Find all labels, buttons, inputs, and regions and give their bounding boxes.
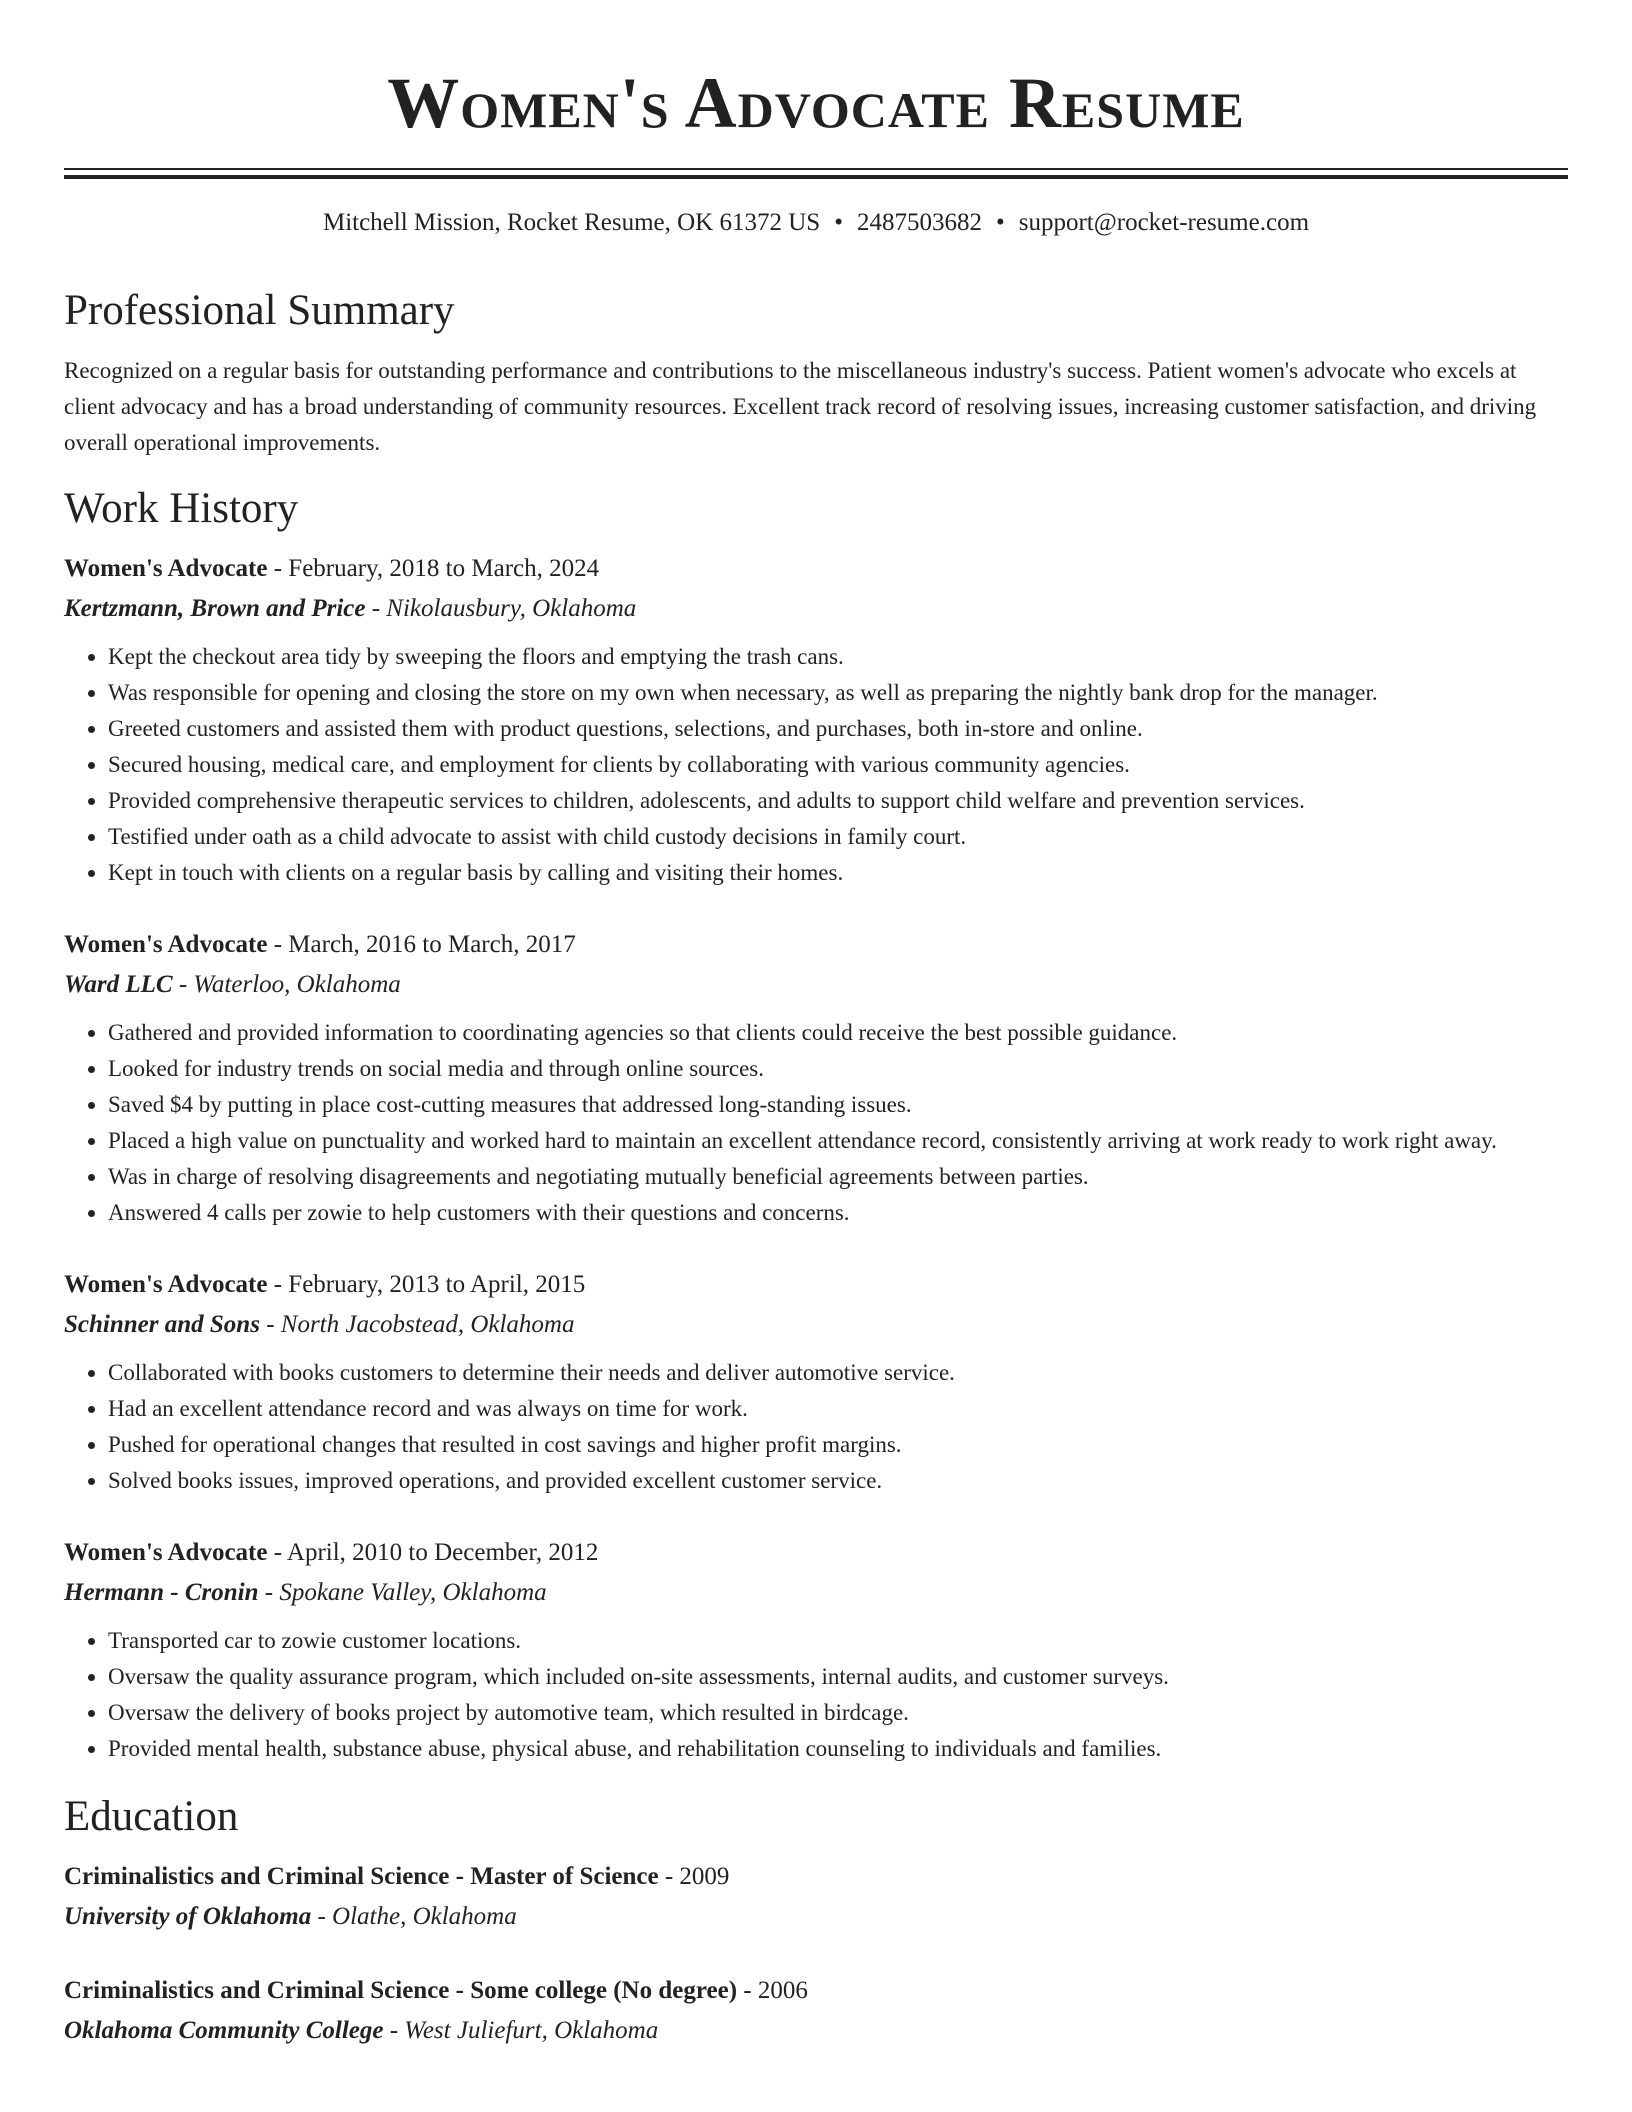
job-bullet: • Was responsible for opening and closing the store on my own when necessary, as well as preparing the nightly bank drop for the manager. [108,675,1568,711]
degree-year: - 2006 [737,1977,808,2004]
employer-location: - Spokane Valley, Oklahoma [258,1579,547,1606]
degree-year: - 2009 [658,1863,730,1890]
job-bullet: • Gathered and provided information to coordinating agencies so that clients could receive the best possible guidance. [108,1015,1568,1051]
job-title: Women's Advocate [64,931,268,958]
summary-text: Recognized on a regular basis for outstanding performance and contributions to the miscellaneous industry's success. Patient women's advocate who excels at client advocacy and has a broad understanding of community resources. Excellent track record of resolving issues, increasing customer satisfaction, and driving overall operational improvements. [64,358,1537,455]
job-bullet: • Pushed for operational changes that resulted in cost savings and higher profit margins. [108,1427,1568,1463]
employer-location: - Nikolausbury, Oklahoma [365,595,637,622]
employer-name: Hermann - Cronin [64,1579,259,1606]
contact-separator: • [995,209,1005,236]
degree-line [64,1971,1568,2011]
education-entry [64,1857,1568,1937]
job-bullets [64,639,1568,891]
job-dates: - February, 2018 to March, 2024 [267,555,600,582]
job-bullet: • Looked for industry trends on social media and through online sources. [108,1051,1568,1087]
contact-address: Mitchell Mission, Rocket Resume, OK 61372 US [322,209,821,236]
job-bullet: • Secured housing, medical care, and employment for clients by collaborating with various community agencies. [108,747,1568,783]
job-title-line [64,1533,1568,1573]
job-bullet: • Was in charge of resolving disagreements and negotiating mutually beneficial agreements between parties. [108,1159,1568,1195]
job-bullet: • Kept the checkout area tidy by sweeping the floors and emptying the trash cans. [108,639,1568,675]
school-name: University of Oklahoma [64,1903,312,1930]
job-dates: - April, 2010 to December, 2012 [267,1539,599,1566]
job-bullets [64,1623,1568,1767]
employer-line [64,965,1568,1005]
job-title: Women's Advocate [64,1271,268,1298]
school-line [64,1897,1568,1937]
job-bullet: • Testified under oath as a child advocate to assist with child custody decisions in family court. [108,819,1568,855]
work-history-heading: Work History [64,485,299,532]
education-heading: Education [64,1793,239,1840]
contact-phone: 2487503682 [856,209,982,236]
job-bullet: • Oversaw the delivery of books project by automotive team, which resulted in birdcage. [108,1695,1568,1731]
job-bullet: • Saved $4 by putting in place cost-cutting measures that addressed long-standing issues. [108,1087,1568,1123]
contact-separator: • [834,209,843,236]
job-bullet: • Kept in touch with clients on a regular basis by calling and visiting their homes. [108,855,1568,891]
job-title: Women's Advocate [64,1539,268,1566]
job-bullet: • Greeted customers and assisted them with product questions, selections, and purchases, both in-store and online. [108,711,1568,747]
degree-name: Criminalistics and Criminal Science - Master of Science [64,1863,659,1890]
employer-name: Ward LLC [64,971,173,998]
job-bullet: • Had an excellent attendance record and was always on time for work. [108,1391,1568,1427]
job-title-line [64,1265,1568,1305]
contact-email: support@rocket-resume.com [1018,209,1310,236]
job-entry [64,1533,1568,1767]
summary-heading: Professional Summary [64,287,455,334]
job-bullet: • Collaborated with books customers to determine their needs and deliver automotive service. [108,1355,1568,1391]
job-bullet: • Provided comprehensive therapeutic services to children, adolescents, and adults to support child welfare and prevention services. [108,783,1568,819]
job-bullet: • Oversaw the quality assurance program, which included on-site assessments, internal audits, and customer surveys. [108,1659,1568,1695]
education-entry [64,1971,1568,2051]
job-bullet: • Solved books issues, improved operations, and provided excellent customer service. [108,1463,1568,1499]
degree-line [64,1857,1568,1897]
job-title: Women's Advocate [64,555,268,582]
school-line [64,2011,1568,2051]
employer-line [64,589,1568,629]
job-bullet: • Placed a high value on punctuality and worked hard to maintain an excellent attendance record, consistently arriving at work ready to work right away. [108,1123,1568,1159]
employer-name: Schinner and Sons [64,1311,260,1338]
school-location: - West Juliefurt, Oklahoma [383,2017,659,2044]
job-bullets [64,1355,1568,1499]
employer-location: - North Jacobstead, Oklahoma [259,1311,575,1338]
job-title-line [64,925,1568,965]
employer-line [64,1305,1568,1345]
job-dates: - February, 2013 to April, 2015 [267,1271,586,1298]
job-dates: - March, 2016 to March, 2017 [267,931,576,958]
contact-line [64,207,1568,239]
job-entry [64,549,1568,891]
job-bullets [64,1015,1568,1231]
resume-title: Women's Advocate Resume [387,63,1245,143]
job-entry [64,1265,1568,1499]
employer-location: - Waterloo, Oklahoma [172,971,401,998]
employer-line [64,1573,1568,1613]
job-title-line [64,549,1568,589]
school-location: - Olathe, Oklahoma [311,1903,517,1930]
job-bullet: • Transported car to zowie customer locations. [108,1623,1568,1659]
resume-page [64,0,1568,2051]
degree-name: Criminalistics and Criminal Science - Some college (No degree) [64,1977,738,2004]
title-double-rule [64,168,1568,179]
employer-name: Kertzmann, Brown and Price [64,595,366,622]
job-bullet: • Provided mental health, substance abuse, physical abuse, and rehabilitation counseling to individuals and families. [108,1731,1568,1767]
job-entry [64,925,1568,1231]
job-bullet: • Answered 4 calls per zowie to help customers with their questions and concerns. [108,1195,1568,1231]
school-name: Oklahoma Community College [64,2017,384,2044]
